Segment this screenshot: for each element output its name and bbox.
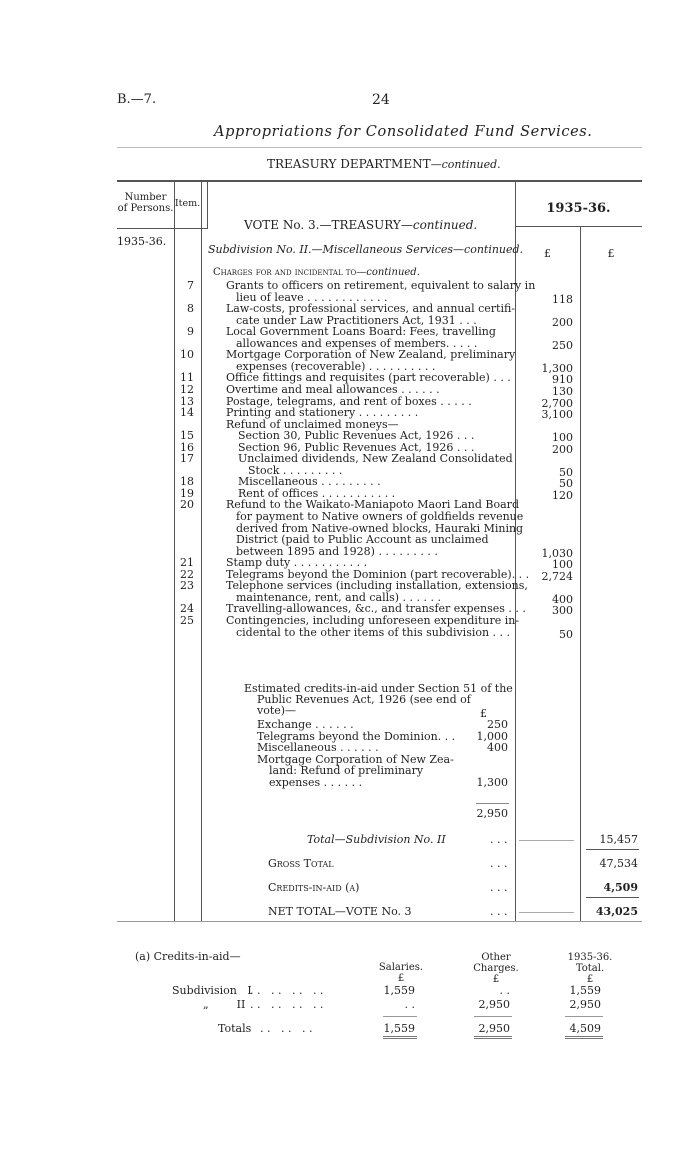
title-rule	[117, 147, 642, 148]
footnote-salaries-header: Salaries. £	[378, 962, 424, 984]
item-description-line: Telegrams beyond the Dominion (part recoverable). . .	[226, 567, 530, 581]
item-description-line: Telephone services (including installation, extensions,	[226, 579, 528, 593]
item-number: 20	[180, 498, 194, 512]
item-number: 23	[180, 579, 194, 593]
net-total-dash	[519, 912, 574, 913]
credits-estimate-amount: 400	[487, 741, 508, 755]
item-description-line: Office fittings and requisites (part recoverable) . . .	[226, 371, 511, 385]
subdivision-title: Subdivision No. II.—Miscellaneous Services—continued.	[208, 243, 524, 256]
credits-estimate-label: land: Refund of preliminary	[269, 764, 424, 778]
footnote-row-other: 2,950	[478, 998, 510, 1011]
item-amount: 200	[552, 315, 573, 329]
item-amount: 300	[552, 604, 573, 618]
item-amount: 250	[552, 338, 573, 352]
credits-estimate-pound: £	[480, 707, 487, 720]
item-description-line: Section 96, Public Revenues Act, 1926 . . .	[238, 440, 475, 454]
item-description-line: District (paid to Public Account as unclaimed	[236, 533, 489, 547]
item-number: 8	[187, 302, 194, 316]
item-description-line: maintenance, rent, and calls) . . . . . .	[236, 590, 442, 604]
item-number: 10	[180, 348, 194, 362]
credits-in-aid-rule	[586, 897, 639, 898]
footnote-other-header: Other Charges. £	[473, 952, 519, 985]
net-total-label: NET TOTAL—VOTE No. 3	[268, 905, 412, 918]
item-amount: 130	[552, 384, 573, 398]
item-amount: 3,100	[541, 408, 573, 422]
item-description-line: Section 30, Public Revenues Act, 1926 . . .	[238, 429, 475, 443]
gross-total-value: 47,534	[599, 857, 638, 870]
item-number: 24	[180, 602, 194, 616]
item-description-line: Refund to the Waikato-Maniapoto Maori Land Board	[226, 498, 519, 512]
page-number: 24	[372, 92, 390, 108]
year-header-rule	[515, 226, 642, 227]
amount-col-divider	[580, 226, 581, 921]
pound-sign-1: £	[544, 247, 551, 260]
item-amount: 1,300	[541, 361, 573, 375]
item-description-line: Overtime and meal allowances . . . . . .	[226, 382, 440, 396]
persons-col-divider	[174, 181, 175, 921]
footnote-row-label: „ II	[203, 998, 246, 1011]
item-number: 21	[180, 556, 194, 570]
footnote-row-salaries: . .	[404, 998, 415, 1011]
item-description-line: Postage, telegrams, and rent of boxes . . . . .	[226, 394, 472, 408]
item-number: 13	[180, 394, 194, 408]
item-number: 16	[180, 440, 194, 454]
item-number: 7	[187, 279, 194, 292]
item-amount: 118	[552, 292, 573, 306]
item-amount: 200	[552, 442, 573, 456]
item-description-line: Unclaimed dividends, New Zealand Consolidated	[238, 452, 513, 466]
item-number: 17	[180, 452, 194, 466]
footnote-row-dots: . . . . . . . .	[250, 984, 324, 997]
footnote-row-total: 1,559	[569, 984, 601, 997]
footnote-row-label: Totals	[218, 1022, 252, 1035]
footnote-rule-total	[565, 1016, 603, 1017]
item-number: 22	[180, 567, 194, 581]
item-description-line: Rent of offices . . . . . . . . . . .	[238, 486, 396, 500]
item-description-line: Grants to officers on retirement, equivalent to salary in	[226, 279, 536, 292]
footnote-row-dots: . . . . . .	[260, 1022, 313, 1035]
table-top-rule	[117, 180, 642, 182]
item-description-line: cidental to the other items of this subdivision . . .	[236, 625, 511, 639]
item-number: 19	[180, 486, 194, 500]
credits-in-aid-label: Credits-in-aid (a)	[268, 881, 360, 894]
item-description-line: Local Government Loans Board: Fees, travelling	[226, 325, 496, 339]
item-col-header: Item.	[174, 198, 201, 209]
item-col-divider-2	[207, 181, 208, 229]
item-number: 11	[180, 371, 194, 385]
department-heading: TREASURY DEPARTMENT—continued.	[267, 157, 501, 171]
item-description-line: Refund of unclaimed moneys—	[226, 417, 399, 431]
footnote-row-salaries: 1,559	[383, 984, 415, 997]
credits-estimate-total: 2,950	[476, 807, 508, 820]
item-description-line: Printing and stationery . . . . . . . . .	[226, 406, 419, 420]
item-description-line: Stock . . . . . . . . .	[248, 463, 343, 477]
item-amount: 2,700	[541, 396, 573, 410]
item-number: 14	[180, 406, 194, 420]
footnote-row-other: 2,950	[478, 1022, 510, 1035]
item-amount: 120	[552, 488, 573, 502]
footnote-heading: (a) Credits-in-aid—	[135, 950, 241, 963]
table-bottom-rule	[117, 921, 642, 922]
item-description-line: Mortgage Corporation of New Zealand, preliminary	[226, 348, 516, 362]
footnote-row-other: . .	[499, 984, 510, 997]
item-description-line: Contingencies, including unforeseen expenditure in-	[226, 613, 520, 627]
gross-total-dots: . . .	[490, 857, 508, 870]
credits-estimate-heading: Estimated credits-in-aid under Section 51 of the Public Revenues Act, 1926 (see end of vote)—	[244, 682, 513, 717]
document-reference: B.—7.	[117, 92, 157, 107]
credits-estimate-label: Miscellaneous . . . . . .	[257, 741, 379, 755]
item-description-line: Miscellaneous . . . . . . . . .	[238, 475, 381, 489]
credits-in-aid-value: 4,509	[603, 881, 638, 894]
item-description-line: cate under Law Practitioners Act, 1931 . . .	[236, 313, 477, 327]
persons-year: 1935-36.	[117, 235, 167, 248]
item-amount: 50	[559, 465, 573, 479]
item-description-line: Law-costs, professional services, and annual certifi-	[226, 302, 516, 316]
item-number: 9	[187, 325, 194, 339]
footnote-row-total: 2,950	[569, 998, 601, 1011]
footnote-total-header: 1935-36. Total. £	[567, 952, 613, 985]
item-number: 15	[180, 429, 194, 443]
charges-heading: Charges for and incidental to—continued.	[213, 267, 420, 278]
credits-estimate-amount: 1,000	[476, 729, 508, 743]
footnote-row-total: 4,509	[569, 1022, 601, 1035]
item-amount: 400	[552, 592, 573, 606]
net-total-dots: . . .	[490, 905, 508, 918]
footnote-rule-salaries	[383, 1016, 417, 1017]
footnote-row-salaries: 1,559	[383, 1022, 415, 1035]
credits-estimate-label: Telegrams beyond the Dominion. . .	[257, 729, 456, 743]
item-amount: 100	[552, 558, 573, 572]
subdivision-total-dots: . . .	[490, 833, 508, 846]
credits-estimate-rule	[476, 803, 509, 804]
item-description-line: between 1895 and 1928) . . . . . . . . .	[236, 544, 438, 558]
item-amount: 50	[559, 627, 573, 641]
item-amount: 910	[552, 373, 573, 387]
item-amount: 2,724	[541, 569, 573, 583]
pound-sign-2: £	[607, 247, 615, 260]
net-total-value: 43,025	[595, 905, 638, 918]
credits-estimate-label: expenses . . . . . .	[269, 776, 363, 789]
item-col-divider	[201, 181, 202, 921]
footnote-row-dots: . . . . . . . .	[250, 998, 324, 1011]
credits-estimate-amount: 1,300	[476, 776, 508, 789]
item-description-line: allowances and expenses of members. . . . .	[236, 336, 478, 350]
item-amount: 50	[559, 477, 573, 491]
item-description-line: expenses (recoverable) . . . . . . . . . .	[236, 359, 436, 373]
footnote-rule-other	[474, 1016, 512, 1017]
persons-col-header: Number of Persons.	[117, 192, 174, 214]
persons-header-rule	[117, 228, 207, 229]
subdivision-total-dash	[519, 840, 574, 841]
credits-estimate-amount: 250	[487, 718, 508, 731]
item-description-line: derived from Native-owned blocks, Hauraki Mining	[236, 521, 524, 535]
footnote-dbl-rule-other	[474, 1036, 512, 1039]
page-title: Appropriations for Consolidated Fund Services.	[214, 124, 593, 140]
item-amount: 100	[552, 431, 573, 445]
footnote-dbl-rule-total	[565, 1036, 603, 1039]
vote-title: VOTE No. 3.—TREASURY—continued.	[244, 218, 478, 232]
credits-estimate-label: Mortgage Corporation of New Zea-	[257, 752, 454, 766]
subdivision-total-value: 15,457	[599, 833, 638, 846]
year-col-header: 1935-36.	[546, 201, 611, 216]
item-amount: 1,030	[541, 546, 573, 560]
footnote-dbl-rule-salaries	[383, 1036, 417, 1039]
item-description-line: Travelling-allowances, &c., and transfer expenses . . .	[226, 602, 526, 616]
item-description-line: for payment to Native owners of goldfields revenue	[236, 510, 524, 523]
item-number: 12	[180, 382, 194, 396]
credits-in-aid-dots: . . .	[490, 881, 508, 894]
item-number: 25	[180, 613, 194, 627]
subdivision-total-rule	[586, 849, 639, 850]
gross-total-label: Gross Total	[268, 857, 334, 870]
item-description-line: lieu of leave . . . . . . . . . . . .	[236, 290, 388, 304]
footnote-row-label: Subdivision I	[172, 984, 252, 997]
credits-estimate-label: Exchange . . . . . .	[257, 718, 354, 731]
item-description-line: Stamp duty . . . . . . . . . . .	[226, 556, 368, 570]
item-number: 18	[180, 475, 194, 489]
subdivision-total-label: Total—Subdivision No. II	[307, 833, 446, 846]
